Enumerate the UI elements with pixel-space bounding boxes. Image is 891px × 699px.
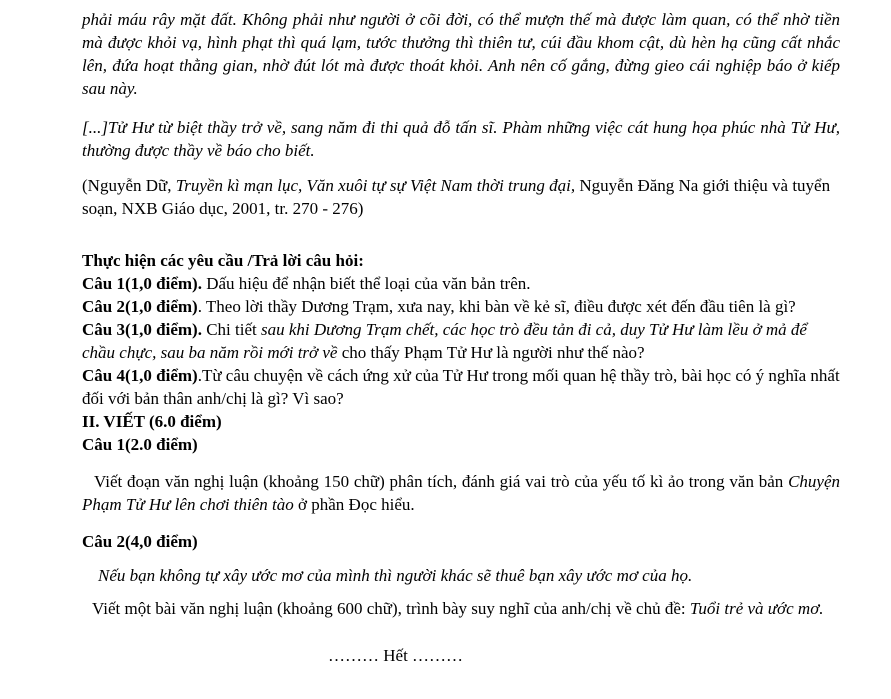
question-3-post: cho thấy Phạm Tử Hư là người như thế nào? xyxy=(337,343,645,362)
writing-2-label: Câu 2(4,0 điểm) xyxy=(82,532,198,551)
writing-2-prompt xyxy=(82,597,840,620)
writing-1-pre: Viết đoạn văn nghị luận (khoảng 150 chữ) phân tích, đánh giá vai trò của yếu tố kì ảo trong văn bản xyxy=(94,472,789,491)
writing-1-prompt xyxy=(82,470,840,516)
writing-section-title: II. VIẾT (6.0 điểm) xyxy=(82,412,222,431)
passage-paragraph-1: phải máu rây mặt đất. Không phải như người ở cõi đời, có thể mượn thế mà được làm quan, có thể nhờ tiền mà được khỏi vạ, hình phạt thì quá lạm, tước thưởng thì thiên tư, cúi đầu khom cật, dù hèn hạ cũng cất nhắc lên, đứa hoạt thằng gian, nhờ đút lót mà được thoát khỏi. Anh nên cố gắng, đừng gieo cái nghiệp báo ở kiếp sau này. xyxy=(82,10,840,98)
questions-heading: Thực hiện các yêu cầu /Trả lời câu hỏi: xyxy=(82,251,364,270)
writing-2-quote: Nếu bạn không tự xây ước mơ của mình thì người khác sẽ thuê bạn xây ước mơ của họ. xyxy=(98,566,693,585)
question-1 xyxy=(82,272,840,295)
question-3 xyxy=(82,318,840,364)
writing-1-italic: Chuyện Phạm Tử Hư lên chơi thiên tào xyxy=(82,472,840,514)
source-citation xyxy=(82,174,840,220)
question-1-text: Dấu hiệu để nhận biết thể loại của văn bản trên. xyxy=(201,274,531,293)
question-4-label: Câu 4(1,0 điểm) xyxy=(82,366,198,385)
citation-works: Truyền kì mạn lục, Văn xuôi tự sự Việt Nam thời trung đại, xyxy=(175,176,576,195)
writing-1-post: ở phần Đọc hiểu. xyxy=(293,495,415,514)
question-3-label: Câu 3(1,0 điểm). xyxy=(82,320,202,339)
writing-1-label: Câu 1(2.0 điểm) xyxy=(82,435,198,454)
end-marker: ……… Hết ……… xyxy=(328,646,464,665)
writing-2-italic: Tuổi trẻ và ước mơ. xyxy=(689,599,824,618)
question-4-text: .Từ câu chuyện về cách ứng xử của Tử Hư trong mối quan hệ thầy trò, bài học có ý nghĩa nhất đối với bản thân anh/chị là gì? Vì sao? xyxy=(82,366,840,408)
question-3-pre: Chi tiết xyxy=(201,320,261,339)
questions-section xyxy=(82,249,840,456)
question-1-label: Câu 1(1,0 điểm). xyxy=(82,274,202,293)
question-2 xyxy=(82,295,840,318)
citation-open: (Nguyễn Dữ, xyxy=(82,176,176,195)
question-3-italic: sau khi Dương Trạm chết, các học trò đều tản đi cả, duy Tử Hư làm lều ở mả để chầu chực, sau ba năm rồi mới trở về xyxy=(82,320,807,362)
question-2-text: . Theo lời thầy Dương Trạm, xưa nay, khi bàn về kẻ sĩ, điều được xét đến đầu tiên là gì? xyxy=(197,297,796,316)
citation-rest: Nguyễn Đăng Na giới thiệu và tuyển soạn, NXB Giáo dục, 2001, tr. 270 - 276) xyxy=(82,176,831,218)
writing-2-pre: Viết một bài văn nghị luận (khoảng 600 chữ), trình bày suy nghĩ của anh/chị về chủ đề: xyxy=(92,599,690,618)
passage-paragraph-2: [...]Tử Hư từ biệt thầy trở về, sang năm đi thi quả đỗ tấn sĩ. Phàm những việc cát hung họa phúc nhà Tử Hư, thường được thầy về báo cho biết. xyxy=(82,118,840,160)
question-4 xyxy=(82,364,840,410)
question-2-label: Câu 2(1,0 điểm) xyxy=(82,297,198,316)
